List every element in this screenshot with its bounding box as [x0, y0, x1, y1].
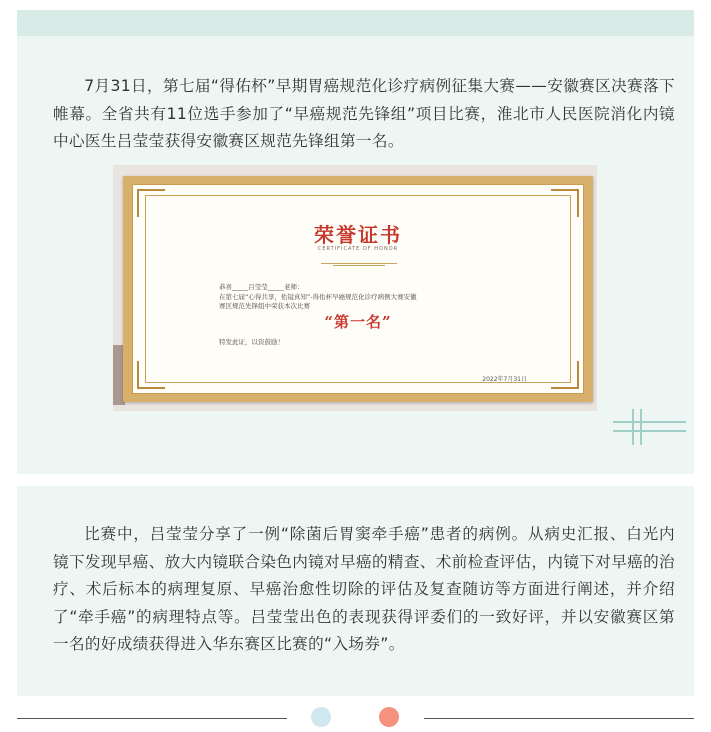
header-band — [17, 10, 694, 36]
decorative-lines-icon — [613, 409, 686, 445]
certificate-date: 2022年7月31日 — [482, 376, 527, 383]
article-card-2 — [17, 486, 694, 696]
title-flourish-line — [333, 265, 385, 266]
certificate — [123, 176, 593, 402]
corner-ornament-bottom-left — [137, 361, 165, 389]
certificate-photo — [113, 165, 597, 411]
certificate-body-line-2: 赛区规范先锋组中荣获本次比赛 — [219, 302, 310, 310]
certificate-recipient-line: 恭喜_____吕莹莹_____老师： — [219, 283, 304, 291]
certificate-paper — [132, 184, 584, 394]
corner-ornament-bottom-right — [551, 361, 579, 389]
certificate-subtitle: CERTIFICATE OF HONOR — [317, 246, 399, 252]
certificate-award: “第一名” — [324, 313, 392, 331]
certificate-closing: 特发此证，以资鼓励！ — [219, 338, 284, 346]
corner-ornament-top-right — [551, 189, 579, 217]
article-paragraph-1: 7月31日，第七届“得佑杯”早期胃癌规范化诊疗病例征集大赛——安徽赛区决赛落下帷幕。全省共有11位选手参加了“早癌规范先锋组”项目比赛，淮北市人民医院消化内镜中心医生吕莹莹获得安徽赛区规范先锋组第一名。 — [53, 77, 675, 150]
certificate-body-line-1: 在第七届“心得共享，佑镜真知”-得佑杯早癌规范化诊疗病例大赛安徽 — [219, 293, 417, 301]
title-flourish — [321, 255, 397, 264]
footer-divider — [17, 715, 694, 731]
divider-line-right — [424, 718, 694, 719]
article-paragraph-2: 比赛中，吕莹莹分享了一例“除菌后胃窦牵手癌”患者的病例。从病史汇报、白光内镜下发现早癌、放大内镜联合染色内镜对早癌的精查、术前检查评估，内镜下对早癌的治疗、术后标本的病理复原、早癌治愈性切除的评估及复查随访等方面进行阐述，并介绍了“牵手癌”的病理特点等。吕莹莹出色的表现获得评委们的一致好评，并以安徽赛区第一名的好成绩获得进入华东赛区比赛的“入场券”。 — [53, 525, 675, 653]
corner-ornament-top-left — [137, 189, 165, 217]
divider-line-left — [17, 718, 287, 719]
coral-dot-icon — [379, 707, 399, 727]
article-card-1 — [17, 36, 694, 474]
blue-dot-icon — [311, 707, 331, 727]
certificate-title: 荣誉证书 — [314, 223, 402, 247]
